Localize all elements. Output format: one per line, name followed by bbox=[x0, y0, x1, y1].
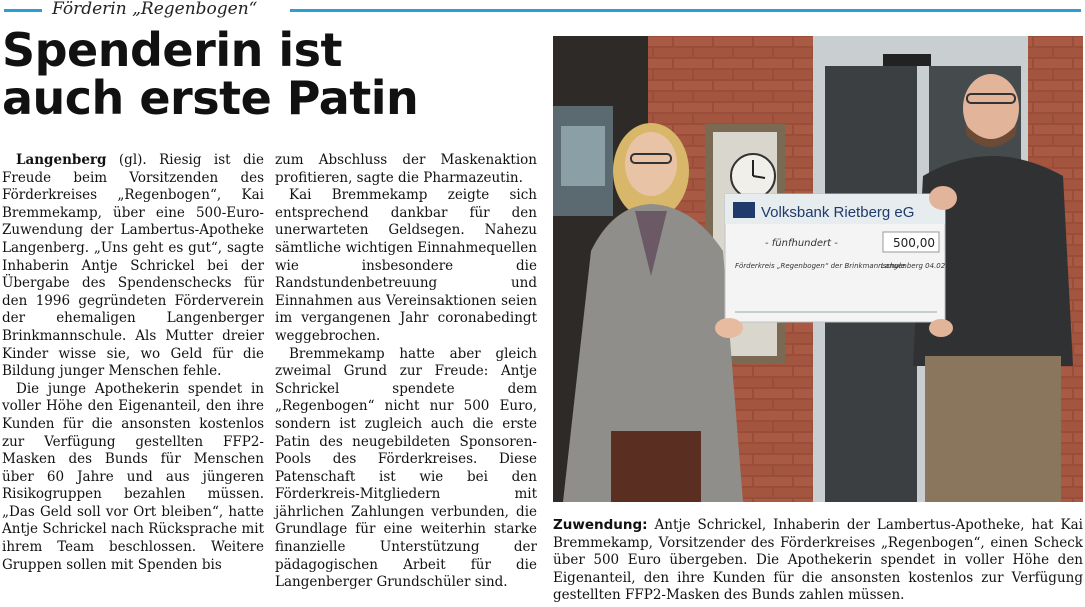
kicker-rule-left bbox=[4, 9, 42, 12]
article-paragraph-5: Bremmekamp hatte aber gleich zweimal Grund zur Freude: Antje Schrickel spendete dem „Regenbogen“ nicht nur 500 Euro, sondern ist zugleich auch die erste Patin des neugebildeten Sponsoren-Pools des Förderkreises. Diese Patenschaft ist wie bei den Förderkreis-Mitgliedern mit jährlichen Zahlungen verbunden, die Grundlage für eine weiterhin starke finanzielle Unterstützung der pädagogischen Arbeit für die Langenberger Grundschüler sind. bbox=[275, 345, 537, 591]
article-paragraph-4: Kai Bremmekamp zeigte sich entsprechend dankbar für den unerwarteten Geldsegen. Nahezu sämtliche wichtigen Einnahmequellen wie insbesondere die Randstundenbetreuung und Einnahmen aus Vereinsaktionen seien im vergangenen Jahr coronabedingt weggebrochen. bbox=[275, 187, 537, 344]
headline bbox=[2, 23, 542, 125]
kicker: Förderin „Regenbogen“ bbox=[52, 0, 258, 19]
photo-caption bbox=[553, 517, 1083, 605]
cheque-place-date: Langenberg 04.02.2021 bbox=[881, 262, 966, 270]
kicker-row bbox=[0, 0, 1085, 22]
article-paragraph-1 bbox=[2, 152, 264, 381]
kicker-rule-right bbox=[290, 9, 1081, 12]
article-paragraph-2: Die junge Apothekerin spendet in voller Höhe den Eigenanteil, den ihre Kunden für die ansonsten kostenlos zur Verfügung gestellten FFP2-Masken des Bunds für Menschen über 60 Jahre und aus jüngeren Risikogruppen bezahlen müssen. „Das Geld soll vor Ort bleiben“, hatte Antje Schrickel nach Rücksprache mit ihrem Team beschlossen. Weitere Gruppen sollen mit Spenden bis bbox=[2, 380, 264, 573]
article-photo bbox=[553, 36, 1083, 502]
photo-illustration bbox=[553, 36, 1083, 502]
cheque-amount: 500,00 bbox=[893, 236, 935, 250]
article-column-2 bbox=[275, 152, 537, 592]
headline-line-2: auch erste Patin bbox=[2, 71, 419, 125]
article-paragraph-3: zum Abschluss der Maskenaktion profitieren, sagte die Pharmazeutin. bbox=[275, 152, 537, 186]
article-paragraph-1-text: (gl). Riesig ist die Freude beim Vorsitzenden des Förderkreises „Regenbogen“, Kai Bremmekamp, über eine 500-Euro-Zuwendung der Lambertus-Apotheke Langenberg. „Uns geht es gut“, sagte Inhaberin Antje Schrickel bei der Übergabe des Spendenschecks für den 1996 gegründeten Förderverein der ehemaligen Langenberger Brinkmannschule. Als Mutter dreier Kinder wisse sie, wo Geld für die Bildung junger Menschen fehle. bbox=[2, 152, 264, 380]
caption-text: Antje Schrickel, Inhaberin der Lambertus-Apotheke, hat Kai Bremmekamp, Vorsitzender des Förderkreises „Regenbogen“, einen Scheck über 500 Euro übergeben. Die Apothekerin spendet in voller Höhe den Eigenanteil, den ihre Kunden für die ansonsten kostenlos zur Verfügung gestellten FFP2-Masken des Bunds zahlen müssen. bbox=[553, 517, 1083, 604]
cheque-amount-words: - fünfhundert - bbox=[765, 238, 838, 249]
cheque-bank: Volksbank Rietberg eG bbox=[761, 204, 915, 221]
article-dateline: Langenberg bbox=[16, 152, 107, 168]
headline-line-1: Spenderin ist bbox=[2, 23, 342, 77]
article-column-1 bbox=[2, 152, 264, 574]
caption-lead: Zuwendung: bbox=[553, 517, 648, 533]
cheque-payee: Förderkreis „Regenbogen“ der Brinkmannschule bbox=[735, 262, 906, 270]
